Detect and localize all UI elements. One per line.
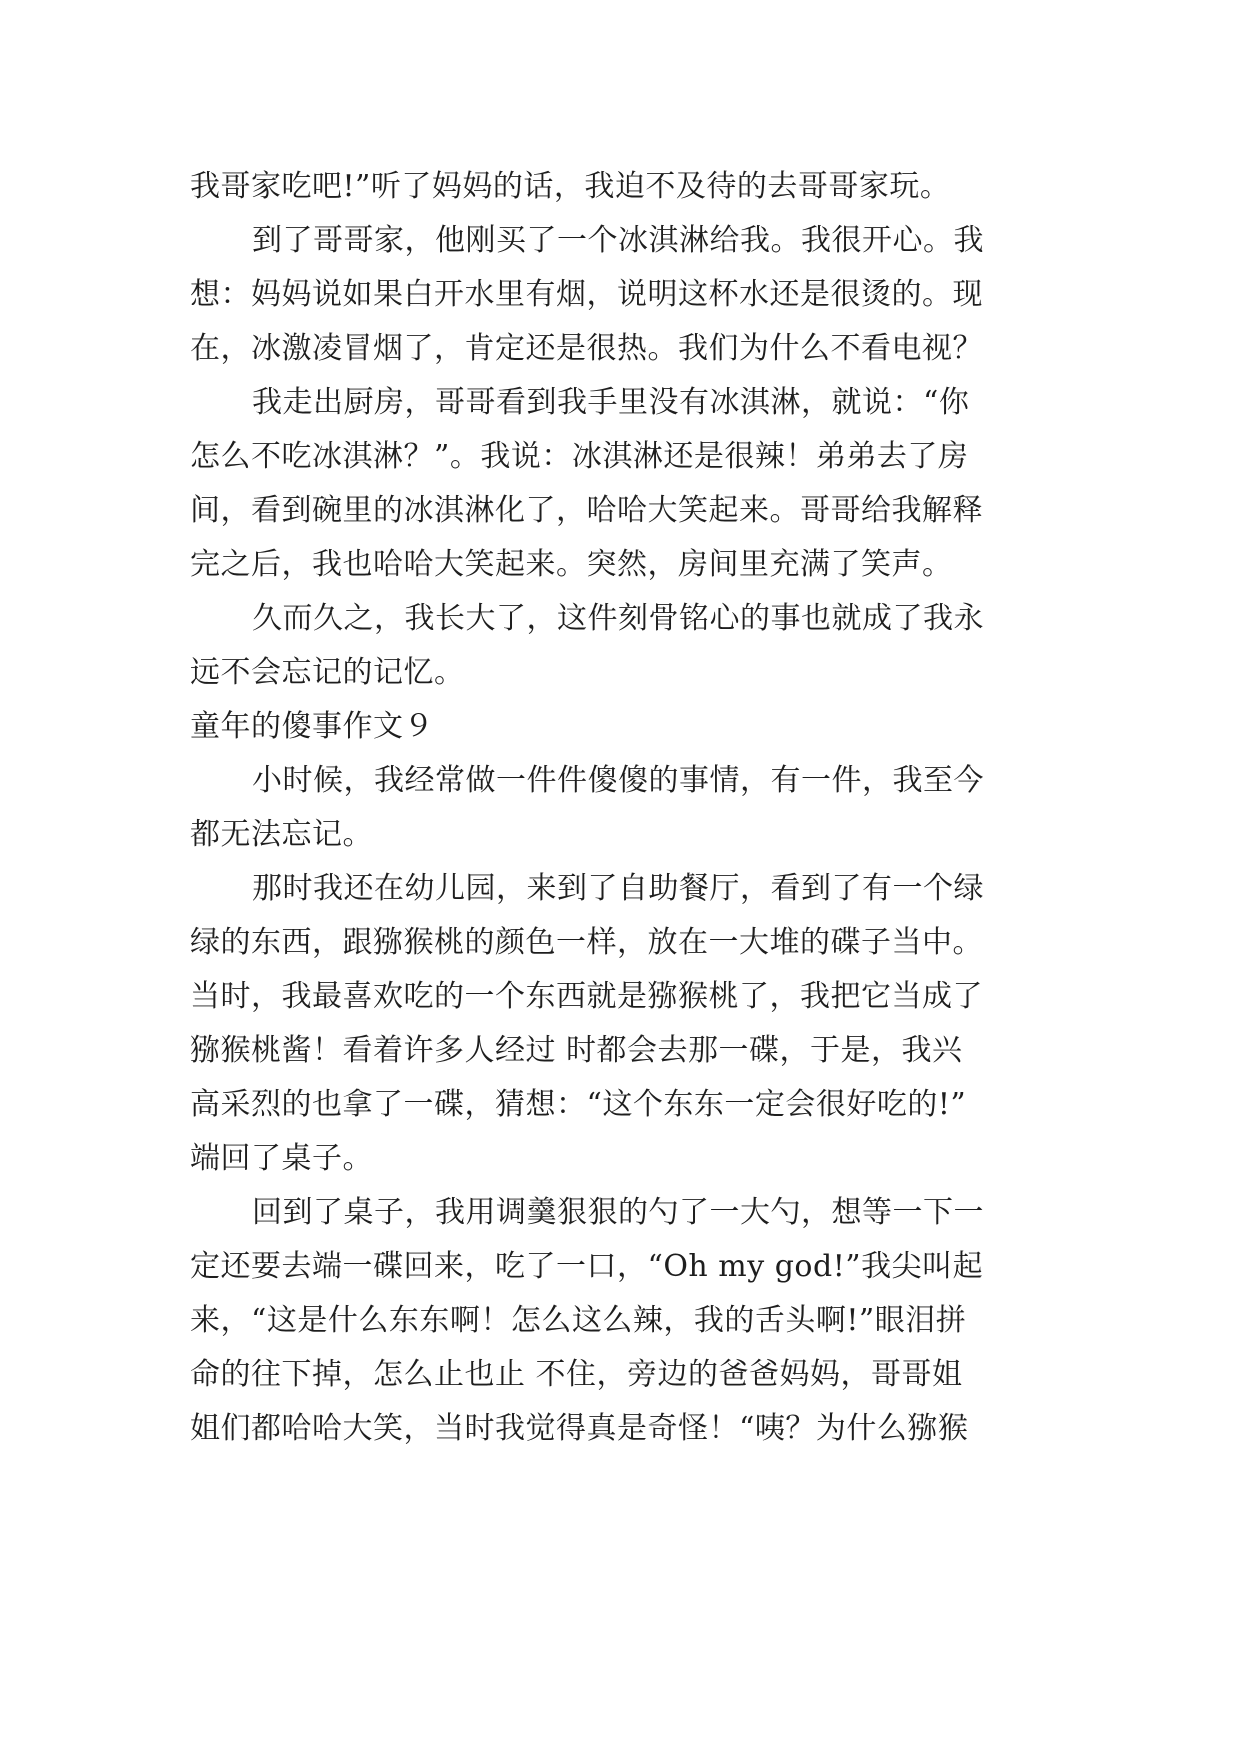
text-line: 完之后，我也哈哈大笑起来。突然，房间里充满了笑声。 — [190, 547, 953, 582]
text-line: 姐们都哈哈大笑，当时我觉得真是奇怪！“咦？为什么猕猴 — [190, 1411, 969, 1446]
document-body — [190, 160, 1060, 1456]
text-line: 绿的东西，跟猕猴桃的颜色一样，放在一大堆的碟子当中。 — [190, 925, 983, 960]
text-line: 想：妈妈说如果白开水里有烟，说明这杯水还是很烫的。现 — [190, 277, 983, 312]
text-line: 我哥家吃吧!”听了妈妈的话，我迫不及待的去哥哥家玩。 — [190, 169, 951, 204]
text-line: 都无法忘记。 — [190, 817, 373, 852]
text-line: 当时，我最喜欢吃的一个东西就是猕猴桃了，我把它当成了 — [190, 979, 983, 1014]
text-line: 定还要去端一碟回来，吃了一口，“Oh my god!”我尖叫起 — [190, 1249, 984, 1284]
text-line: 来，“这是什么东东啊！怎么这么辣，我的舌头啊!”眼泪拼 — [190, 1303, 967, 1338]
text-line: 间，看到碗里的冰淇淋化了，哈哈大笑起来。哥哥给我解释 — [190, 493, 983, 528]
text-line: 怎么不吃冰淇淋？”。我说：冰淇淋还是很辣！弟弟去了房 — [190, 439, 969, 474]
text-line: 高采烈的也拿了一碟，猜想：“这个东东一定会很好吃的!” — [190, 1087, 967, 1122]
text-line: 远不会忘记的记忆。 — [190, 655, 465, 690]
text-line: 猕猴桃酱！看着许多人经过 时都会去那一碟，于是，我兴 — [190, 1033, 963, 1068]
paragraph-start-line: 那时我还在幼儿园，来到了自助餐厅，看到了有一个绿 — [252, 871, 984, 906]
paragraph-start-line: 到了哥哥家，他刚买了一个冰淇淋给我。我很开心。我 — [252, 223, 984, 258]
paragraph-start-line: 小时候，我经常做一件件傻傻的事情，有一件，我至今 — [252, 763, 984, 798]
text-line: 命的往下掉，怎么止也止 不住，旁边的爸爸妈妈，哥哥姐 — [190, 1357, 963, 1392]
text-line: 在，冰激凌冒烟了，肯定还是很热。我们为什么不看电视？ — [190, 331, 983, 366]
section-heading: 童年的傻事作文９ — [190, 709, 434, 744]
paragraph-start-line: 我走出厨房，哥哥看到我手里没有冰淇淋，就说：“你 — [252, 385, 970, 420]
paragraph-start-line: 回到了桌子，我用调羹狠狠的勺了一大勺，想等一下一 — [252, 1195, 984, 1230]
text-line: 端回了桌子。 — [190, 1141, 373, 1176]
paragraph-start-line: 久而久之，我长大了，这件刻骨铭心的事也就成了我永 — [252, 601, 984, 636]
